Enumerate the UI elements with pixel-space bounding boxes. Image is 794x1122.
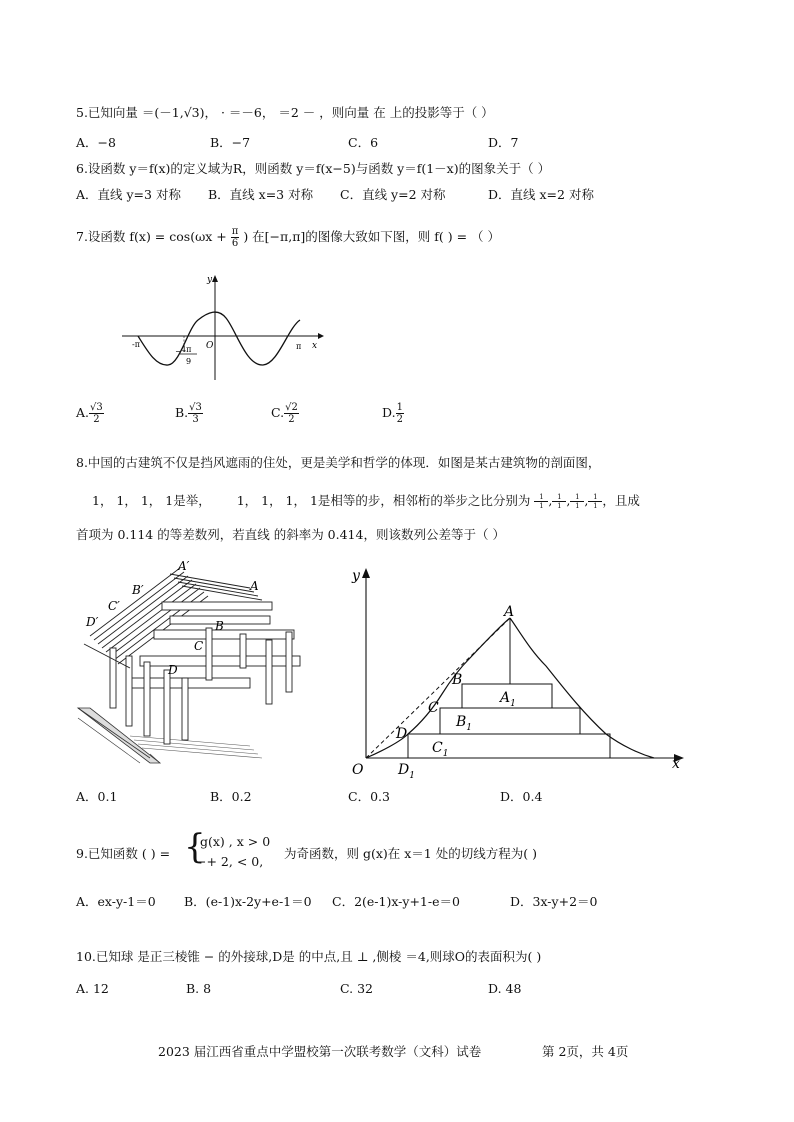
q10-option-a: A. 12 xyxy=(76,981,109,996)
q8-ratio-3: $\frac{1}{1}$ xyxy=(570,493,584,510)
q9-stem-pre: 9.已知函数 ( ) = xyxy=(76,846,171,861)
q8-option-b: B．0.2 xyxy=(210,789,252,804)
q7-stem-pre: 7.设函数 f(x) = cos(ωx + xyxy=(76,229,227,244)
building-label-c-prime: C′ xyxy=(108,599,120,613)
q7-pos-pi-label: π xyxy=(296,342,302,351)
q8-option-c: C．0.3 xyxy=(348,789,390,804)
q8-line2-c: ，且成 xyxy=(602,493,640,508)
section-origin-label: O xyxy=(352,762,364,778)
page-footer-title: 2023 届江西省重点中学盟校第一次联考数学（文科）试卷 xyxy=(158,1044,482,1059)
q9-stem-post: 为奇函数，则 g(x)在 x＝1 处的切线方程为( ) xyxy=(284,846,537,861)
q7-neg-pi-label: -π xyxy=(132,340,140,349)
section-label-D: D xyxy=(396,726,408,742)
q8-building-illustration xyxy=(70,558,330,768)
q7-cosine-curve xyxy=(138,312,300,365)
q8-line2-b: 1， 1， 1， 1是相等的步，相邻桁的举步之比分别为 xyxy=(236,493,531,508)
q8-ratio-1: $\frac{1}{1}$ xyxy=(534,493,548,510)
section-y-arrow xyxy=(362,568,370,578)
q5-option-d: D．7 xyxy=(488,135,519,150)
section-label-B1: $B_1$ xyxy=(456,714,473,733)
building-label-c: C xyxy=(194,639,204,653)
q7-frac-num: π xyxy=(231,226,239,237)
q6-option-a: A．直线 y=3 对称 xyxy=(76,187,181,202)
q5-option-c: C．6 xyxy=(348,135,379,150)
q9-option-d: D．3x-y+2＝0 xyxy=(510,894,598,909)
q7-stem xyxy=(76,226,500,249)
q8-option-a: A．0.1 xyxy=(76,789,118,804)
q7-option-a: A. $\frac{√3}{2}$ xyxy=(76,402,103,425)
q10-option-b: B. 8 xyxy=(186,981,212,996)
q8-line2: 1， 1， 1， 1是举， 1， 1， 1， 1是相等的步，相邻桁的举步之比分别为 $\frac{1}{1}$, $\frac{1}{1}$, $\frac{1}{1}$, $\frac{1}{1}$，且成 xyxy=(92,493,640,510)
section-label-C: C xyxy=(428,700,439,716)
q7-tick-sign: − xyxy=(175,347,182,356)
building-eave-line xyxy=(84,644,130,668)
q5-option-a: A．−8 xyxy=(76,135,116,150)
building-label-a: A xyxy=(250,579,259,593)
q6-stem: 6.设函数 y＝f(x)的定义域为R，则函数 y＝f(x−5)与函数 y＝f(1－x)的图象关于（ ） xyxy=(76,161,551,176)
building-label-b: B xyxy=(215,619,224,633)
section-label-A1: $A_1$ xyxy=(500,690,516,709)
q9-option-b: B．(e-1)x-2y+e-1＝0 xyxy=(184,894,312,909)
section-y-label: y xyxy=(352,568,360,584)
q8-ratio-4: $\frac{1}{1}$ xyxy=(588,493,602,510)
section-label-D1: $D_1$ xyxy=(398,762,415,781)
q7-option-b: B. $\frac{√3}{3}$ xyxy=(175,402,202,425)
q6-option-d: D．直线 x=2 对称 xyxy=(488,187,594,202)
q9-case1: g(x) , x > 0 xyxy=(200,834,271,849)
q9-case2: −+ 2, < 0, xyxy=(196,854,264,869)
section-label-B: B xyxy=(452,672,463,688)
q10-option-d: D. 48 xyxy=(488,981,522,996)
q7-y-label: y xyxy=(207,275,213,285)
q9-option-a: A．ex-y-1＝0 xyxy=(76,894,156,909)
building-label-d: D xyxy=(168,663,178,677)
page-footer-page-number: 第 2页，共 4页 xyxy=(542,1044,629,1059)
q5-option-b: B．−7 xyxy=(210,135,251,150)
q7-option-c: C. $\frac{√2}{2}$ xyxy=(271,402,298,425)
q6-option-c: C．直线 y=2 对称 xyxy=(340,187,446,202)
q7-y-arrow xyxy=(212,275,218,282)
q5-stem: 5.已知向量 ＝(－1,√3)， · ＝－6， ＝2 － ，则向量 在 上的投影等于（ ） xyxy=(76,105,494,120)
q7-frac-den: 6 xyxy=(231,238,239,249)
building-label-b-prime: B′ xyxy=(132,583,144,597)
q10-stem: 10.已知球 是正三棱锥 − 的外接球,D是 的中点,且 ⊥ ,侧棱 ＝4,则球O的表面积为( ) xyxy=(76,949,542,964)
q8-line2-a: 1， 1， 1， 1是举， xyxy=(92,493,211,508)
section-label-C1: $C_1$ xyxy=(432,740,449,759)
q7-origin-label: O xyxy=(206,341,214,351)
q8-option-d: D．0.4 xyxy=(500,789,543,804)
q9-brace: { xyxy=(184,827,206,867)
q9-option-c: C．2(e-1)x-y+1-e＝0 xyxy=(332,894,460,909)
q7-tick-num: 4π xyxy=(181,345,192,354)
section-roof-right xyxy=(510,618,654,758)
building-label-a-prime: A′ xyxy=(178,559,190,573)
q8-section-diagram xyxy=(350,562,690,782)
q7-option-d: D. $\frac{1}{2}$ xyxy=(382,402,403,425)
building-label-d-prime: D′ xyxy=(86,615,99,629)
q8-line1: 8.中国的古建筑不仅是挡风遮雨的住处，更是美学和哲学的体现．如图是某古建筑物的剖面图， xyxy=(76,455,601,470)
q8-ratio-2: $\frac{1}{1}$ xyxy=(552,493,566,510)
q7-tick-den: 9 xyxy=(186,357,192,366)
section-x-label: x xyxy=(672,756,680,772)
q7-stem-post: ) 在[−π,π]的图像大致如下图，则 f( ) = （ ） xyxy=(243,229,501,244)
q7-stem-fraction xyxy=(231,226,240,249)
q8-line3: 首项为 0.114 的等差数列，若直线 的斜率为 0.414，则该数列公差等于（ ） xyxy=(76,527,505,542)
q7-x-arrow xyxy=(318,333,324,339)
section-label-A: A xyxy=(504,604,515,620)
q7-cosine-graph xyxy=(118,268,338,388)
q10-option-c: C. 32 xyxy=(340,981,373,996)
q7-x-label: x xyxy=(312,341,318,351)
q6-option-b: B．直线 x=3 对称 xyxy=(208,187,314,202)
